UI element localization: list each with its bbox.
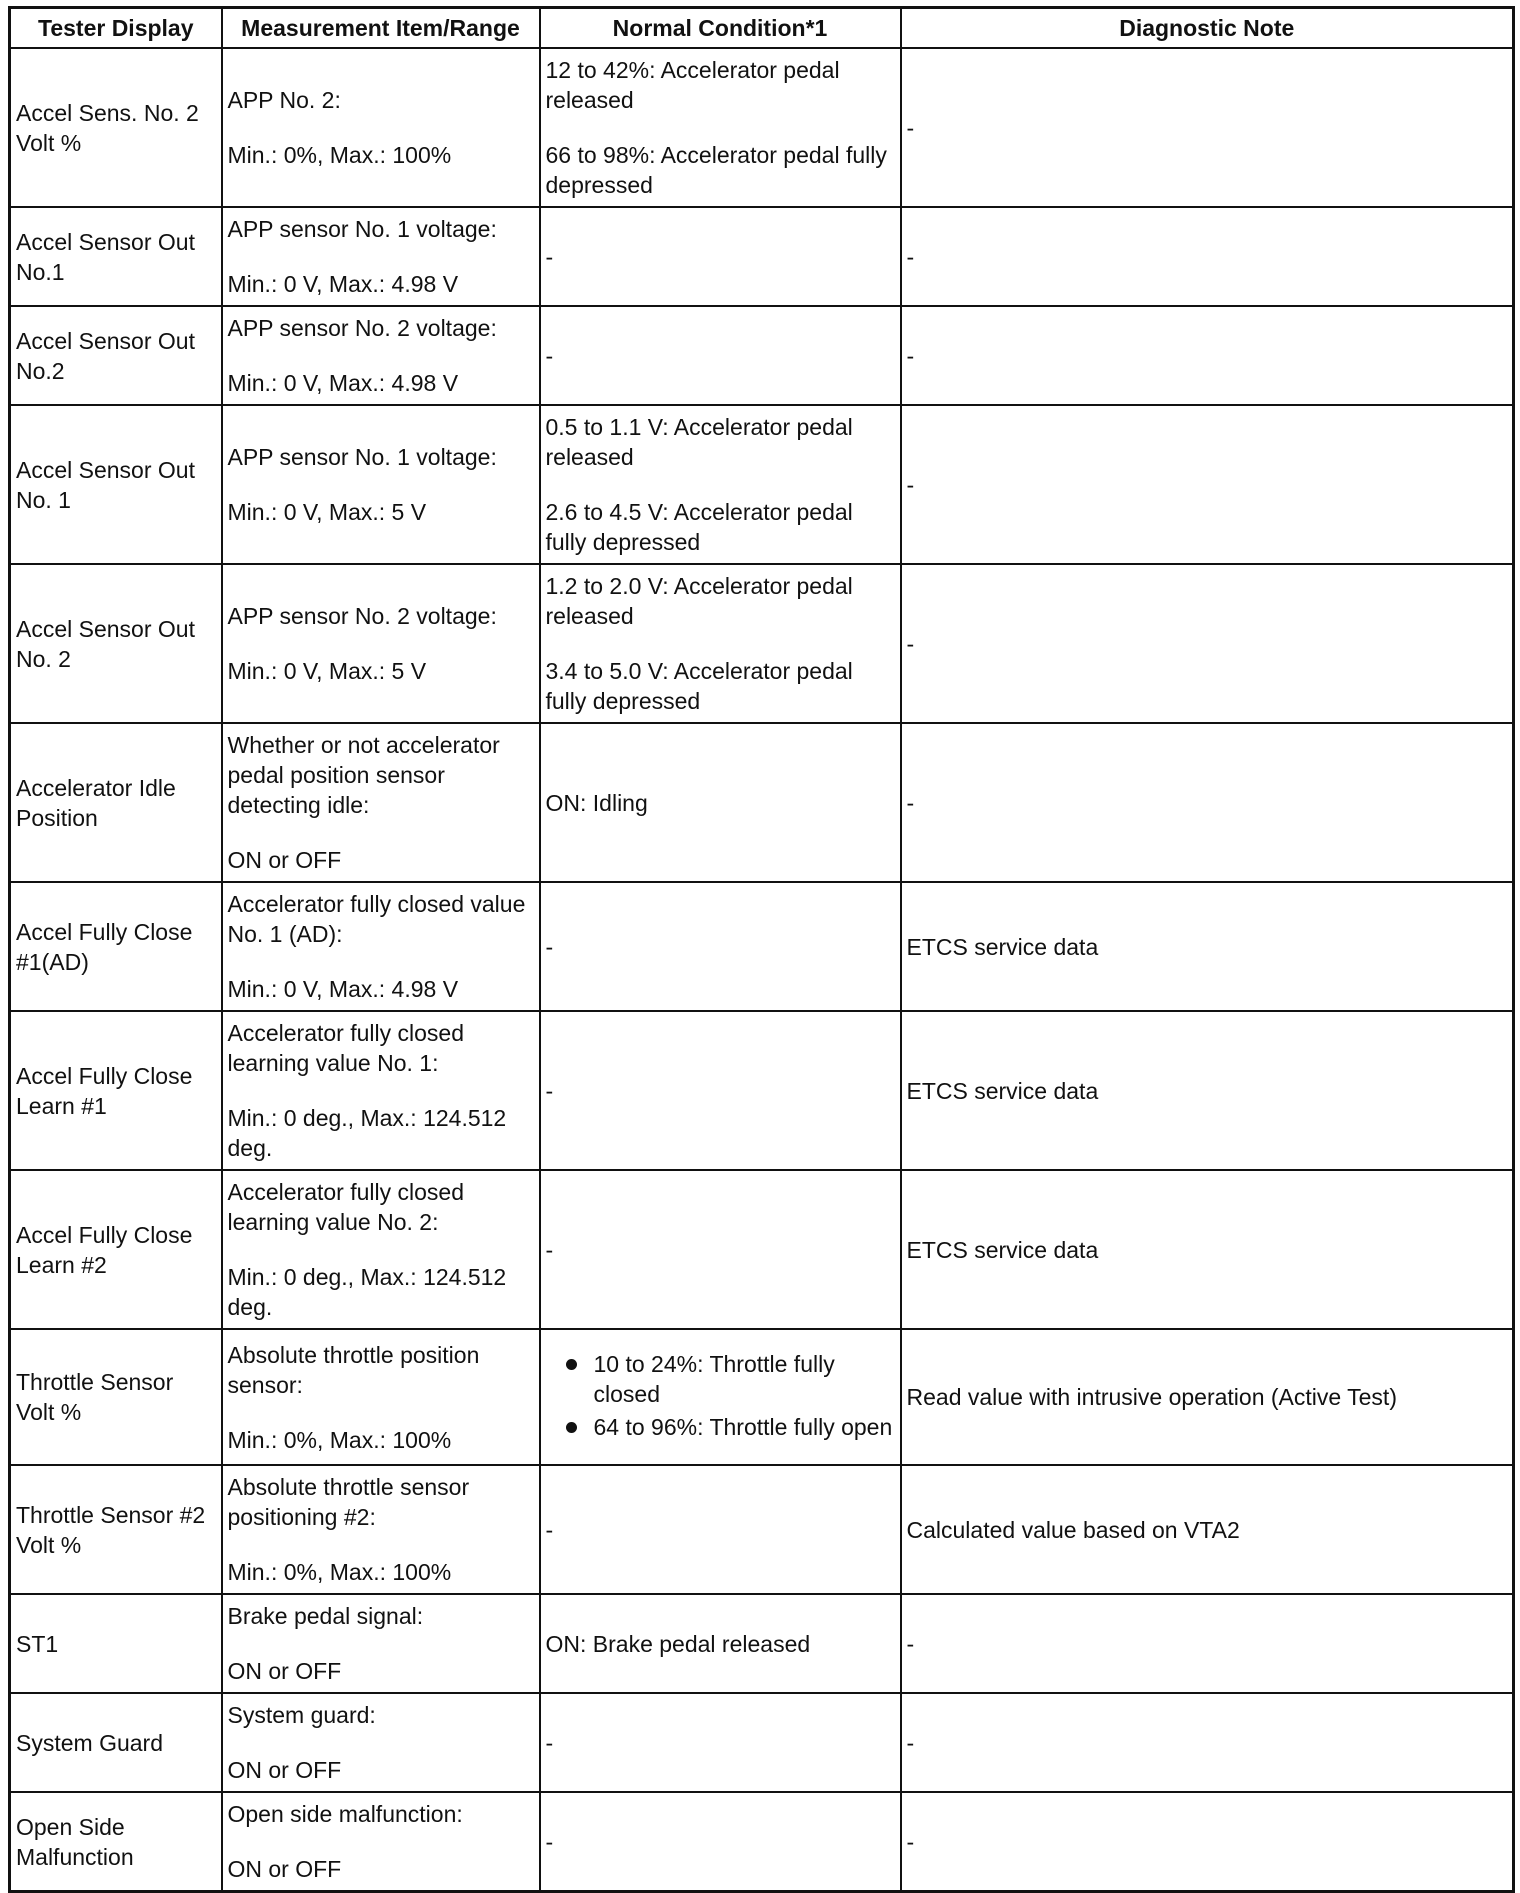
measurement-text: APP sensor No. 2 voltage: — [227, 315, 497, 341]
measurement-cell — [222, 723, 540, 882]
header-tester-display: Tester Display — [10, 8, 222, 49]
table-row — [10, 882, 1514, 1011]
header-normal-condition: Normal Condition*1 — [540, 8, 901, 49]
diagnostic-note-cell: Calculated value based on VTA2 — [901, 1465, 1514, 1594]
tester-display-cell: Accel Sensor Out No.2 — [10, 306, 222, 405]
normal-condition-cell: - — [540, 1693, 901, 1792]
tester-display-cell: ST1 — [10, 1594, 222, 1693]
header-measurement-item: Measurement Item/Range — [222, 8, 540, 49]
diagnostic-note-cell: - — [901, 1792, 1514, 1892]
table-row — [10, 48, 1514, 207]
tester-display-cell: Accel Sensor Out No. 1 — [10, 405, 222, 564]
normal-condition-cell: - — [540, 1011, 901, 1170]
tester-display-cell: Throttle Sensor Volt % — [10, 1329, 222, 1465]
table-row — [10, 1329, 1514, 1465]
measurement-range: ON or OFF — [227, 847, 342, 873]
diagnostic-note-cell: - — [901, 207, 1514, 306]
normal-condition-text: 66 to 98%: Accelerator pedal fully depressed — [545, 142, 887, 198]
measurement-range: Min.: 0%, Max.: 100% — [227, 1559, 452, 1585]
table-row — [10, 564, 1514, 723]
measurement-range: Min.: 0 V, Max.: 4.98 V — [227, 271, 459, 297]
tester-display-cell: Accel Sens. No. 2 Volt % — [10, 48, 222, 207]
tester-display-cell: Accel Fully Close Learn #2 — [10, 1170, 222, 1329]
measurement-text: APP No. 2: — [227, 87, 341, 113]
measurement-range: Min.: 0 V, Max.: 4.98 V — [227, 976, 459, 1002]
normal-condition-cell: - — [540, 306, 901, 405]
measurement-range: Min.: 0%, Max.: 100% — [227, 142, 452, 168]
list-item: 10 to 24%: Throttle fully closed — [546, 1349, 894, 1409]
tester-display-cell: System Guard — [10, 1693, 222, 1792]
measurement-text: Absolute throttle position sensor: — [227, 1341, 480, 1398]
measurement-text: Accelerator fully closed learning value No. 2: — [227, 1179, 464, 1235]
normal-condition-cell: - — [540, 1792, 901, 1892]
table-row — [10, 1792, 1514, 1892]
measurement-cell — [222, 1011, 540, 1170]
tester-display-cell: Accel Sensor Out No.1 — [10, 207, 222, 306]
table-row — [10, 723, 1514, 882]
measurement-cell — [222, 1170, 540, 1329]
measurement-cell — [222, 1693, 540, 1792]
normal-condition-cell — [540, 405, 901, 564]
table-row — [10, 306, 1514, 405]
measurement-cell — [222, 48, 540, 207]
header-row — [10, 8, 1514, 49]
measurement-cell — [222, 1465, 540, 1594]
tester-display-cell: Accelerator Idle Position — [10, 723, 222, 882]
table-row — [10, 1011, 1514, 1170]
diagnostic-note-cell: ETCS service data — [901, 882, 1514, 1011]
tester-display-cell: Accel Sensor Out No. 2 — [10, 564, 222, 723]
normal-condition-text: 3.4 to 5.0 V: Accelerator pedal fully depressed — [545, 658, 853, 714]
measurement-cell — [222, 306, 540, 405]
normal-condition-cell: - — [540, 1170, 901, 1329]
table-row — [10, 1594, 1514, 1693]
measurement-cell — [222, 1792, 540, 1892]
measurement-range: Min.: 0 V, Max.: 5 V — [227, 658, 427, 684]
table-row — [10, 1170, 1514, 1329]
tester-display-cell: Throttle Sensor #2 Volt % — [10, 1465, 222, 1594]
measurement-cell — [222, 405, 540, 564]
diagnostic-note-cell: - — [901, 405, 1514, 564]
measurement-text: Accelerator fully closed value No. 1 (AD): — [227, 891, 526, 947]
measurement-range: Min.: 0 deg., Max.: 124.512 deg. — [227, 1105, 507, 1161]
normal-condition-text: 12 to 42%: Accelerator pedal released — [545, 57, 840, 113]
measurement-text: APP sensor No. 1 voltage: — [227, 216, 497, 242]
normal-condition-cell: - — [540, 882, 901, 1011]
measurement-text: APP sensor No. 1 voltage: — [227, 444, 497, 470]
tester-display-cell: Open Side Malfunction — [10, 1792, 222, 1892]
measurement-range: Min.: 0 V, Max.: 4.98 V — [227, 370, 459, 396]
measurement-text: Accelerator fully closed learning value No. 1: — [227, 1020, 464, 1076]
measurement-cell — [222, 564, 540, 723]
measurement-range: ON or OFF — [227, 1856, 342, 1882]
diagnostic-note-cell: - — [901, 48, 1514, 207]
table-row — [10, 1693, 1514, 1792]
diagnostic-note-cell: - — [901, 564, 1514, 723]
table-row — [10, 207, 1514, 306]
header-diagnostic-note: Diagnostic Note — [901, 8, 1514, 49]
diagnostic-note-cell: - — [901, 1693, 1514, 1792]
measurement-cell — [222, 1594, 540, 1693]
normal-condition-cell: ON: Idling — [540, 723, 901, 882]
table-row — [10, 1465, 1514, 1594]
tester-display-cell: Accel Fully Close Learn #1 — [10, 1011, 222, 1170]
list-item: 64 to 96%: Throttle fully open — [546, 1412, 894, 1442]
measurement-range: Min.: 0%, Max.: 100% — [227, 1426, 452, 1453]
normal-condition-cell: - — [540, 1465, 901, 1594]
diagnostic-note-cell: ETCS service data — [901, 1170, 1514, 1329]
diagnostic-note-cell: - — [901, 306, 1514, 405]
diagnostic-note-cell: Read value with intrusive operation (Active Test) — [901, 1329, 1514, 1465]
measurement-text: System guard: — [227, 1702, 376, 1728]
normal-condition-text: 1.2 to 2.0 V: Accelerator pedal released — [545, 573, 853, 629]
measurement-text: Open side malfunction: — [227, 1801, 463, 1827]
normal-condition-bullet-list — [546, 1349, 894, 1442]
measurement-cell — [222, 207, 540, 306]
normal-condition-cell: ON: Brake pedal released — [540, 1594, 901, 1693]
measurement-range: Min.: 0 V, Max.: 5 V — [227, 499, 427, 525]
normal-condition-text: 2.6 to 4.5 V: Accelerator pedal fully depressed — [545, 499, 853, 555]
measurement-cell — [222, 1329, 540, 1465]
tester-display-cell: Accel Fully Close #1(AD) — [10, 882, 222, 1011]
measurement-text: Brake pedal signal: — [227, 1603, 424, 1629]
normal-condition-text: 0.5 to 1.1 V: Accelerator pedal released — [545, 414, 853, 470]
normal-condition-cell: - — [540, 207, 901, 306]
diagnostic-note-cell: - — [901, 723, 1514, 882]
diagnostic-note-cell: - — [901, 1594, 1514, 1693]
measurement-cell — [222, 882, 540, 1011]
measurement-range: ON or OFF — [227, 1658, 342, 1684]
measurement-range: Min.: 0 deg., Max.: 124.512 deg. — [227, 1264, 507, 1320]
measurement-text: Whether or not accelerator pedal position sensor detecting idle: — [227, 732, 500, 818]
measurement-text: APP sensor No. 2 voltage: — [227, 603, 497, 629]
diagnostic-note-cell: ETCS service data — [901, 1011, 1514, 1170]
measurement-text: Absolute throttle sensor positioning #2: — [227, 1474, 470, 1530]
data-table — [8, 6, 1515, 1893]
normal-condition-cell — [540, 564, 901, 723]
table-row — [10, 405, 1514, 564]
measurement-range: ON or OFF — [227, 1757, 342, 1783]
normal-condition-cell — [540, 48, 901, 207]
normal-condition-cell — [540, 1329, 901, 1465]
